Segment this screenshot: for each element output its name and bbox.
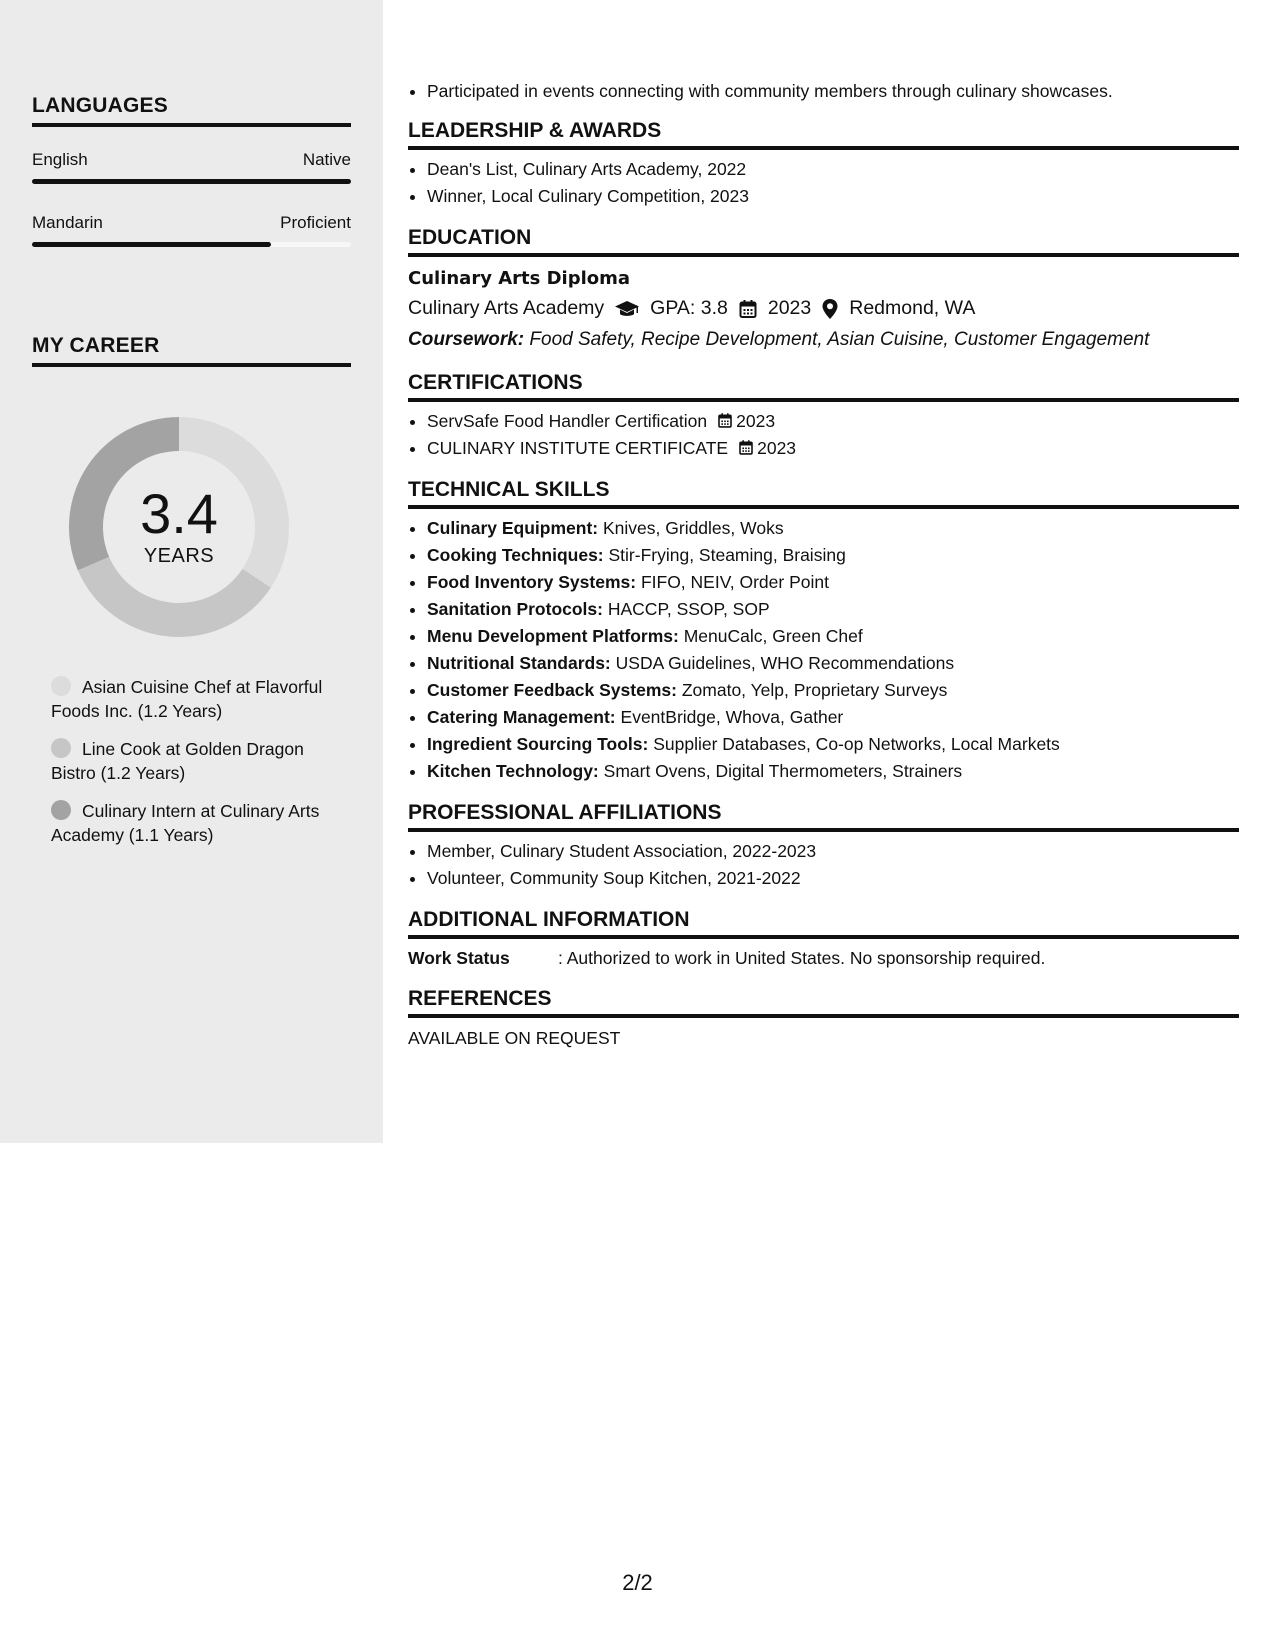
affiliations-section — [408, 801, 1239, 892]
legend-swatch — [51, 738, 71, 758]
coursework-list: Food Safety, Recipe Development, Asian Cuisine, Customer Engagement — [529, 329, 1150, 350]
work-status-row — [408, 945, 1239, 971]
affiliation-item: • Volunteer, Community Soup Kitchen, 2021-2022 — [427, 865, 1239, 892]
references-heading: REFERENCES — [408, 987, 1239, 1018]
language-level: Native — [302, 150, 351, 169]
education-gpa: GPA: 3.8 — [650, 297, 728, 319]
skill-label: Ingredient Sourcing Tools: — [427, 734, 649, 754]
skill-label: Culinary Equipment: — [427, 518, 599, 538]
education-year: 2023 — [767, 297, 812, 319]
sidebar — [0, 0, 383, 1143]
skill-label: Catering Management: — [427, 707, 616, 727]
skill-value: FIFO, NEIV, Order Point — [640, 572, 829, 592]
legend-swatch — [51, 676, 71, 696]
references-section — [408, 987, 1239, 1049]
skill-item — [427, 623, 1239, 650]
skill-item — [427, 704, 1239, 731]
skill-label: Nutritional Standards: — [427, 653, 611, 673]
additional-info-section — [408, 908, 1239, 971]
work-status-value: : Authorized to work in United States. No sponsorship required. — [558, 948, 1046, 968]
skill-label: Customer Feedback Systems: — [427, 680, 677, 700]
skill-item — [427, 596, 1239, 623]
skill-item — [427, 731, 1239, 758]
languages-heading: LANGUAGES — [32, 94, 351, 127]
certifications-list — [408, 408, 1239, 462]
skill-item — [427, 542, 1239, 569]
skill-item — [427, 758, 1239, 785]
donut-center — [66, 414, 292, 640]
language-item-english — [32, 149, 351, 184]
calendar-icon — [738, 439, 754, 456]
affiliation-item: • Member, Culinary Student Association, 2022-2023 — [427, 838, 1239, 865]
graduation-cap-icon — [614, 299, 640, 319]
legend-label: Line Cook at Golden Dragon Bistro (1.2 Years) — [51, 739, 304, 783]
language-proficiency-fill — [32, 179, 351, 184]
additional-info-heading: ADDITIONAL INFORMATION — [408, 908, 1239, 939]
affiliations-heading: PROFESSIONAL AFFILIATIONS — [408, 801, 1239, 832]
language-proficiency-bar — [32, 179, 351, 184]
career-legend — [51, 675, 351, 861]
calendar-icon — [738, 299, 758, 319]
certification-year: 2023 — [757, 438, 797, 458]
language-proficiency-fill — [32, 242, 271, 247]
leadership-item: • Dean's List, Culinary Arts Academy, 2022 — [427, 156, 1239, 183]
leadership-item: • Winner, Local Culinary Competition, 2023 — [427, 183, 1239, 210]
skill-item — [427, 515, 1239, 542]
education-heading: EDUCATION — [408, 226, 1239, 257]
legend-label: Asian Cuisine Chef at Flavorful Foods Inc. (1.2 Years) — [51, 677, 323, 721]
career-donut-chart — [66, 414, 292, 640]
career-section — [32, 334, 351, 367]
education-degree: Culinary Arts Diploma — [408, 268, 631, 289]
certifications-section — [408, 371, 1239, 462]
leadership-list — [408, 156, 1239, 210]
experience-bullet: • Participated in events connecting with community members through culinary showcases. — [427, 78, 1239, 105]
skill-value: Knives, Griddles, Woks — [603, 518, 784, 538]
skill-value: Supplier Databases, Co-op Networks, Local Markets — [653, 734, 1060, 754]
skills-section — [408, 478, 1239, 785]
certification-name: CULINARY INSTITUTE CERTIFICATE — [427, 438, 729, 458]
skill-value: Smart Ovens, Digital Thermometers, Strainers — [603, 761, 963, 781]
certification-name: ServSafe Food Handler Certification — [427, 411, 708, 431]
education-details — [408, 293, 1239, 324]
affiliations-list — [408, 838, 1239, 892]
page-number: 2/2 — [622, 1570, 653, 1595]
career-total-years: 3.4 — [140, 482, 218, 545]
education-coursework — [408, 324, 1239, 355]
language-name: English — [32, 150, 88, 169]
language-name: Mandarin — [32, 213, 103, 232]
skill-label: Sanitation Protocols: — [427, 599, 603, 619]
legend-item — [51, 799, 351, 847]
legend-item — [51, 675, 351, 723]
education-location: Redmond, WA — [849, 297, 976, 319]
legend-label: Culinary Intern at Culinary Arts Academy (1.1 Years) — [51, 801, 320, 845]
education-section — [408, 226, 1239, 355]
career-heading: MY CAREER — [32, 334, 351, 367]
skill-item — [427, 677, 1239, 704]
career-total-unit: YEARS — [143, 545, 215, 567]
language-level: Proficient — [280, 213, 351, 232]
certifications-heading: CERTIFICATIONS — [408, 371, 1239, 402]
skill-value: HACCP, SSOP, SOP — [607, 599, 770, 619]
work-status-label: Work Status — [408, 948, 510, 968]
skills-heading: TECHNICAL SKILLS — [408, 478, 1239, 509]
skill-value: USDA Guidelines, WHO Recommendations — [615, 653, 955, 673]
skill-label: Kitchen Technology: — [427, 761, 599, 781]
skills-list — [408, 515, 1239, 785]
leadership-heading: LEADERSHIP & AWARDS — [408, 119, 1239, 150]
experience-bullets — [408, 78, 1239, 105]
main-column — [408, 78, 1239, 1049]
skill-item — [427, 650, 1239, 677]
skill-value: Zomato, Yelp, Proprietary Surveys — [681, 680, 948, 700]
certification-year: 2023 — [736, 411, 776, 431]
leadership-section — [408, 119, 1239, 210]
skill-label: Menu Development Platforms: — [427, 626, 679, 646]
languages-section — [32, 94, 351, 247]
education-school: Culinary Arts Academy — [408, 297, 605, 319]
legend-swatch — [51, 800, 71, 820]
calendar-icon — [717, 412, 733, 429]
skill-value: MenuCalc, Green Chef — [683, 626, 863, 646]
language-proficiency-bar — [32, 242, 351, 247]
skill-label: Food Inventory Systems: — [427, 572, 637, 592]
legend-item — [51, 737, 351, 785]
skill-label: Cooking Techniques: — [427, 545, 604, 565]
certification-item — [427, 408, 1239, 435]
coursework-label: Coursework: — [408, 329, 525, 350]
skill-value: EventBridge, Whova, Gather — [620, 707, 844, 727]
skill-value: Stir-Frying, Steaming, Braising — [608, 545, 846, 565]
references-text: AVAILABLE ON REQUEST — [408, 1028, 621, 1048]
language-item-mandarin — [32, 212, 351, 247]
skill-item — [427, 569, 1239, 596]
certification-item — [427, 435, 1239, 462]
location-pin-icon — [821, 298, 839, 320]
